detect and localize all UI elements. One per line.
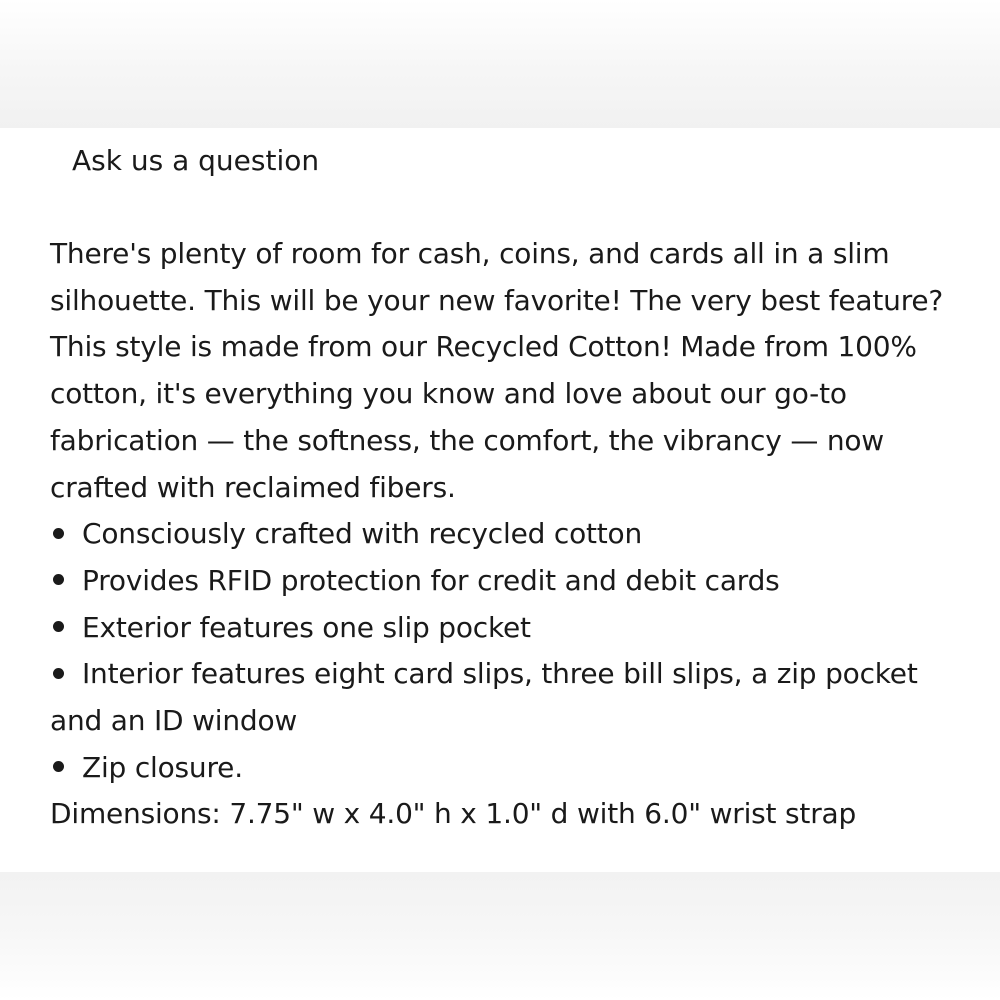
product-description: There's plenty of room for cash, coins, and cards all in a slim silhouette. This will be your new favorite! The very best feature? This style is made from our Recycled Cotton! Made from 100% cotton, it's everything you know and love about our go-to fabrication — the softness, the comfort, the vibrancy — now crafted with reclaimed fibers. (50, 237, 944, 504)
bottom-fade-background (0, 872, 1000, 1000)
list-item (50, 651, 962, 744)
bullet-icon (50, 651, 82, 698)
list-item (50, 558, 962, 605)
feature-text: Consciously crafted with recycled cotton (82, 517, 643, 551)
feature-text: Interior features eight card slips, three bill slips, a zip pocket and an ID window (50, 657, 918, 738)
product-dimensions: Dimensions: 7.75" w x 4.0" h x 1.0" d with 6.0" wrist strap (50, 797, 857, 831)
bullet-icon (50, 558, 82, 605)
ask-question-link[interactable]: Ask us a question (72, 144, 320, 177)
feature-text: Provides RFID protection for credit and debit cards (82, 563, 780, 597)
list-item (50, 745, 962, 792)
list-item (50, 605, 962, 652)
bullet-icon (50, 745, 82, 792)
bullet-icon (50, 511, 82, 558)
feature-list (50, 511, 962, 791)
top-fade-background (0, 0, 1000, 128)
feature-text: Zip closure. (82, 750, 243, 784)
product-description-section (50, 231, 962, 838)
bullet-icon (50, 605, 82, 652)
list-item (50, 511, 962, 558)
feature-text: Exterior features one slip pocket (82, 610, 531, 644)
